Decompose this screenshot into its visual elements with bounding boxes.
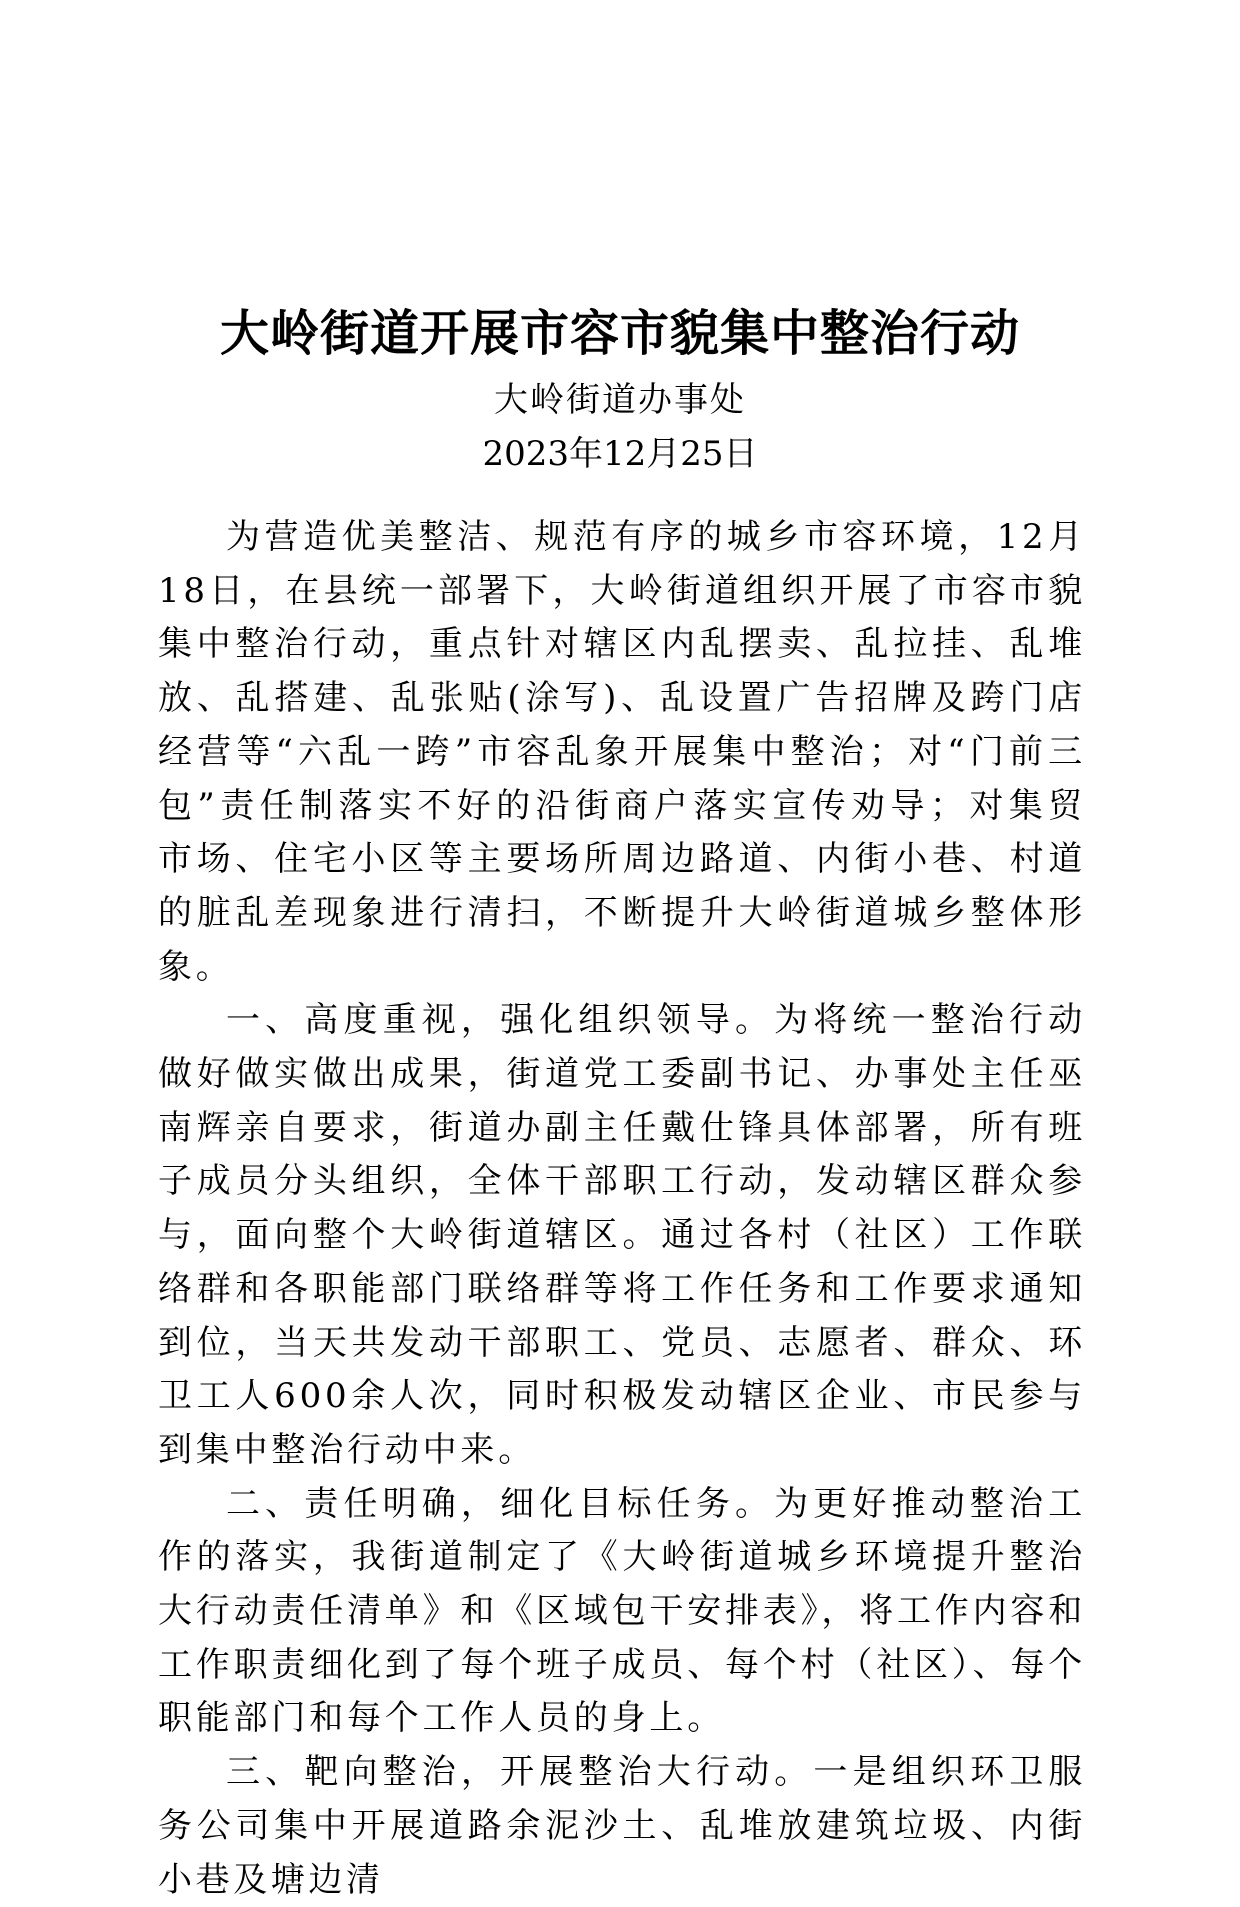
document-body [158, 511, 1086, 1907]
issue-date: 2023年12月25日 [482, 434, 758, 474]
section-3-paragraph: 三、靶向整治，开展整治大行动。一是组织环卫服务公司集中开展道路余泥沙土、乱堆放建筑垃圾、内街小巷及塘边清 [158, 1752, 1086, 1900]
section-1-paragraph: 一、高度重视，强化组织领导。为将统一整治行动做好做实做出成果，街道党工委副书记、办事处主任巫南辉亲自要求，街道办副主任戴仕锋具体部署，所有班子成员分头组织，全体干部职工行动，发动辖区群众参与，面向整个大岭街道辖区。通过各村（社区）工作联络群和各职能部门联络群等将工作任务和工作要求通知到位，当天共发动干部职工、党员、志愿者、群众、环卫工人600余人次，同时积极发动辖区企业、市民参与到集中整治行动中来。 [158, 1000, 1086, 1470]
issuing-organization: 大岭街道办事处 [494, 380, 746, 420]
section-2-paragraph: 二、责任明确，细化目标任务。为更好推动整治工作的落实，我街道制定了《大岭街道城乡环境提升整治大行动责任清单》和《区域包干安排表》，将工作内容和工作职责细化到了每个班子成员、每个村（社区）、每个职能部门和每个工作人员的身上。 [158, 1483, 1086, 1739]
intro-paragraph: 为营造优美整洁、规范有序的城乡市容环境，12月18日，在县统一部署下，大岭街道组织开展了市容市貌集中整治行动，重点针对辖区内乱摆卖、乱拉挂、乱堆放、乱搭建、乱张贴(涂写)、乱设置广告招牌及跨门店经营等“六乱一跨”市容乱象开展集中整治；对“门前三包”责任制落实不好的沿街商户落实宣传劝导；对集贸市场、住宅小区等主要场所周边路道、内街小巷、村道的脏乱差现象进行清扫，不断提升大岭街道城乡整体形象。 [158, 517, 1086, 987]
document-title: 大岭街道开展市容市貌集中整治行动 [219, 304, 1020, 362]
